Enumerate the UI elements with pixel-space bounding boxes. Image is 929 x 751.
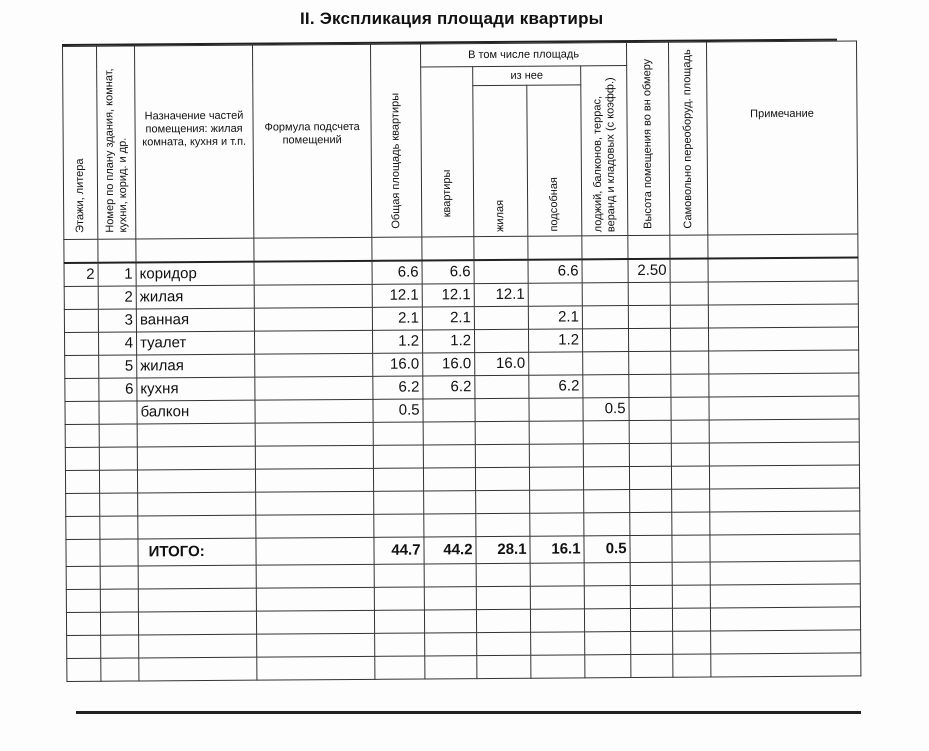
header-living: жилая [473, 85, 528, 236]
table-row: 2 жилая 12.1 12.1 12.1 [64, 281, 858, 310]
totals-aux: 16.1 [530, 536, 584, 563]
totals-label: ИТОГО: [138, 538, 256, 566]
document-title: II. Экспликация площади квартиры [300, 9, 604, 28]
header-of-which: из нее [473, 66, 581, 86]
header-height: Высота помещения во вн обмеру [626, 42, 669, 235]
totals-loggia: 0.5 [584, 536, 630, 563]
empty-row [67, 653, 861, 682]
header-flat: квартиры [421, 67, 474, 237]
header-total-area: Общая площадь квартиры [370, 44, 421, 237]
header-note: Примечание [706, 41, 857, 235]
table-row: 2 1 коридор 6.6 6.6 6.6 2.50 [64, 257, 858, 286]
explication-table [62, 40, 861, 682]
table-row: балкон 0.5 0.5 [65, 396, 859, 425]
table-row: 4 туалет 1.2 1.2 1.2 [65, 327, 859, 356]
header-room-no: Номер по плану здания, комнат, кухни, корид. и др. [97, 46, 136, 239]
header-formula: Формула подсчета помещений [252, 44, 371, 238]
table-row: 3 ванная 2.1 2.1 2.1 [64, 304, 858, 333]
header-loggia: лоджий, балконов, террас, веранд и кладовых (с коэфф.) [581, 66, 628, 236]
header-auxiliary: подсобная [527, 85, 582, 236]
table-row: 5 жилая 16.0 16.0 16.0 [65, 350, 859, 379]
header-purpose: Назначение частей помещения: жилая комната, кухня и т.п. [135, 45, 254, 239]
totals-total: 44.7 [374, 537, 424, 564]
header-unauthorized: Самовольно переоборуд. площадь [668, 42, 707, 235]
totals-flat: 44.2 [424, 537, 476, 564]
table-row: 6 кухня 6.2 6.2 6.2 [65, 373, 859, 402]
spacer-cell [64, 239, 98, 263]
header-floor: Этажи, литера [63, 46, 98, 239]
totals-living: 28.1 [476, 536, 530, 563]
bottom-rule [76, 711, 861, 714]
header-including: В том числе площадь [420, 43, 626, 67]
